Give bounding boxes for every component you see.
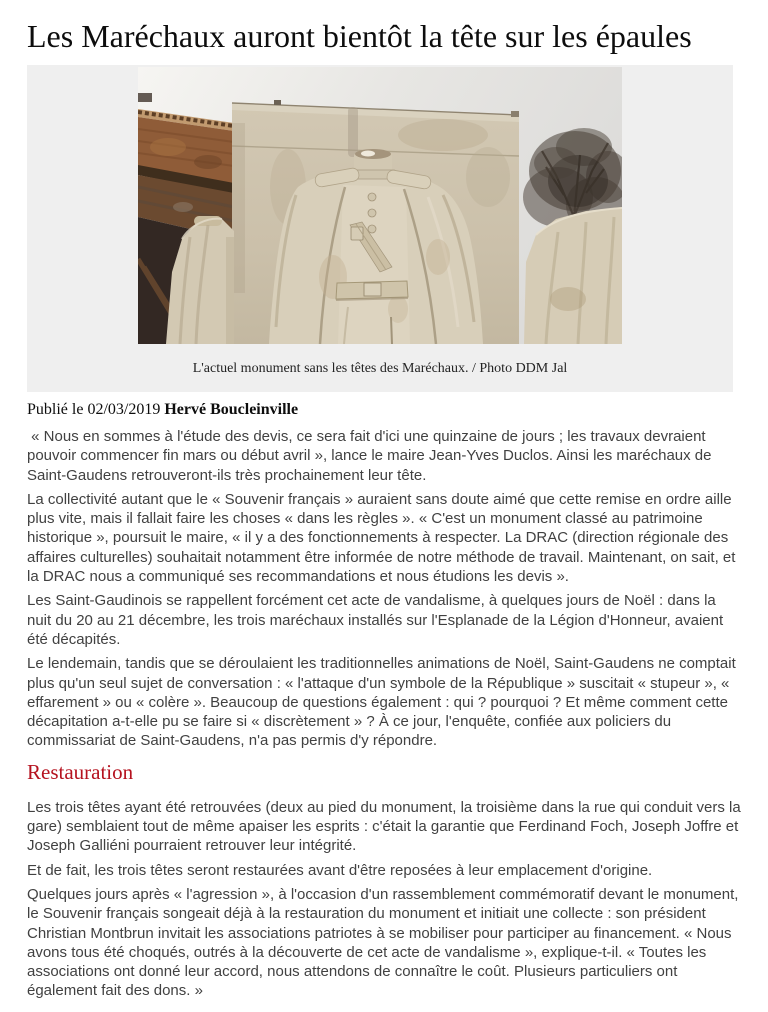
article-body-top (27, 427, 741, 751)
monument-photo (138, 67, 622, 344)
publish-date: Publié le 02/03/2019 (27, 401, 161, 418)
article-paragraph: La collectivité autant que le « Souvenir français » auraient sans doute aimé que cette remise en ordre aille plus vite, mais il fallait faire les choses « dans les règles ». « C'est un monument classé au patrimoine historique », poursuit le maire, « il y a des fonctionnements à respecter. La DRAC (direction régionale des affaires culturelles) souhaitait notamment être informée de notre méthode de travail. Maintenant, on sait, et la DRAC nous a communiqué ses recommandations et nous étudions les devis ». (27, 490, 736, 586)
author-name: Hervé Boucleinville (164, 401, 299, 418)
article-body-bottom (27, 798, 741, 1001)
article-paragraph: Et de fait, les trois têtes seront restaurées avant d'être reposées à leur emplacement d'origine. (27, 861, 653, 879)
photo-caption: L'actuel monument sans les têtes des Maréchaux. / Photo DDM Jal (192, 361, 568, 376)
article-paragraph: Quelques jours après « l'agression », à l'occasion d'un rassemblement commémoratif devant le monument, le Souvenir français songeait déjà à la restauration du monument et initiait une collecte : son président Christian Montbrun invitait les associations patriotes à se mobiliser pour participer au financement. « Nous avons tous été choqués, outrés à la découverte de cet acte de vandalisme », explique-t-il. « Toutes les associations ont donné leur accord, nous attendons de connaître le coût. Plusieurs particuliers ont également fait des dons. » (27, 885, 739, 1000)
article-paragraph: Les Saint-Gaudinois se rappellent forcément cet acte de vandalisme, à quelques jours de Noël : dans la nuit du 20 au 21 décembre, les trois maréchaux installés sur l'Esplanade de la Légion d'Honneur, avaient été décapités. (27, 592, 724, 648)
article-paragraph: Les trois têtes ayant été retrouvées (deux au pied du monument, la troisième dans la rue qui conduit vers la gare) semblaient tout de même apaiser les esprits : c'était la garantie que Ferdinand Foch, Joseph Joffre et Joseph Galliéni pourraient retrouver leur intégrité. (27, 798, 741, 855)
article-paragraph: Le lendemain, tandis que se déroulaient les traditionnelles animations de Noël, Saint-Gaudens ne comptait plus qu'un seul sujet de conversation : « l'attaque d'un symbole de la République » suscitait « stupeur », « effarement » ou « colère ». Beaucoup de questions également : qui ? pourquoi ? Et même comment cette décapitation a-t-elle pu se faire si « discrètement » ? À ce jour, l'enquête, confiée aux policiers du commissariat de Saint-Gaudens, n'a pas permis d'y répondre. (27, 655, 736, 750)
page-title: Les Maréchaux auront bientôt la tête sur les épaules (27, 18, 692, 54)
section-heading: Restauration (27, 759, 134, 784)
photo-frame (138, 67, 622, 344)
article-figure (27, 65, 733, 392)
article-paragraph: « Nous en sommes à l'étude des devis, ce sera fait d'ici une quinzaine de jours ; les travaux devraient pouvoir commencer fin mars ou début avril », lance le maire Jean-Yves Duclos. Ainsi les maréchaux de Saint-Gaudens retrouveront-ils très prochainement leur tête. (27, 428, 712, 484)
byline (27, 401, 741, 419)
